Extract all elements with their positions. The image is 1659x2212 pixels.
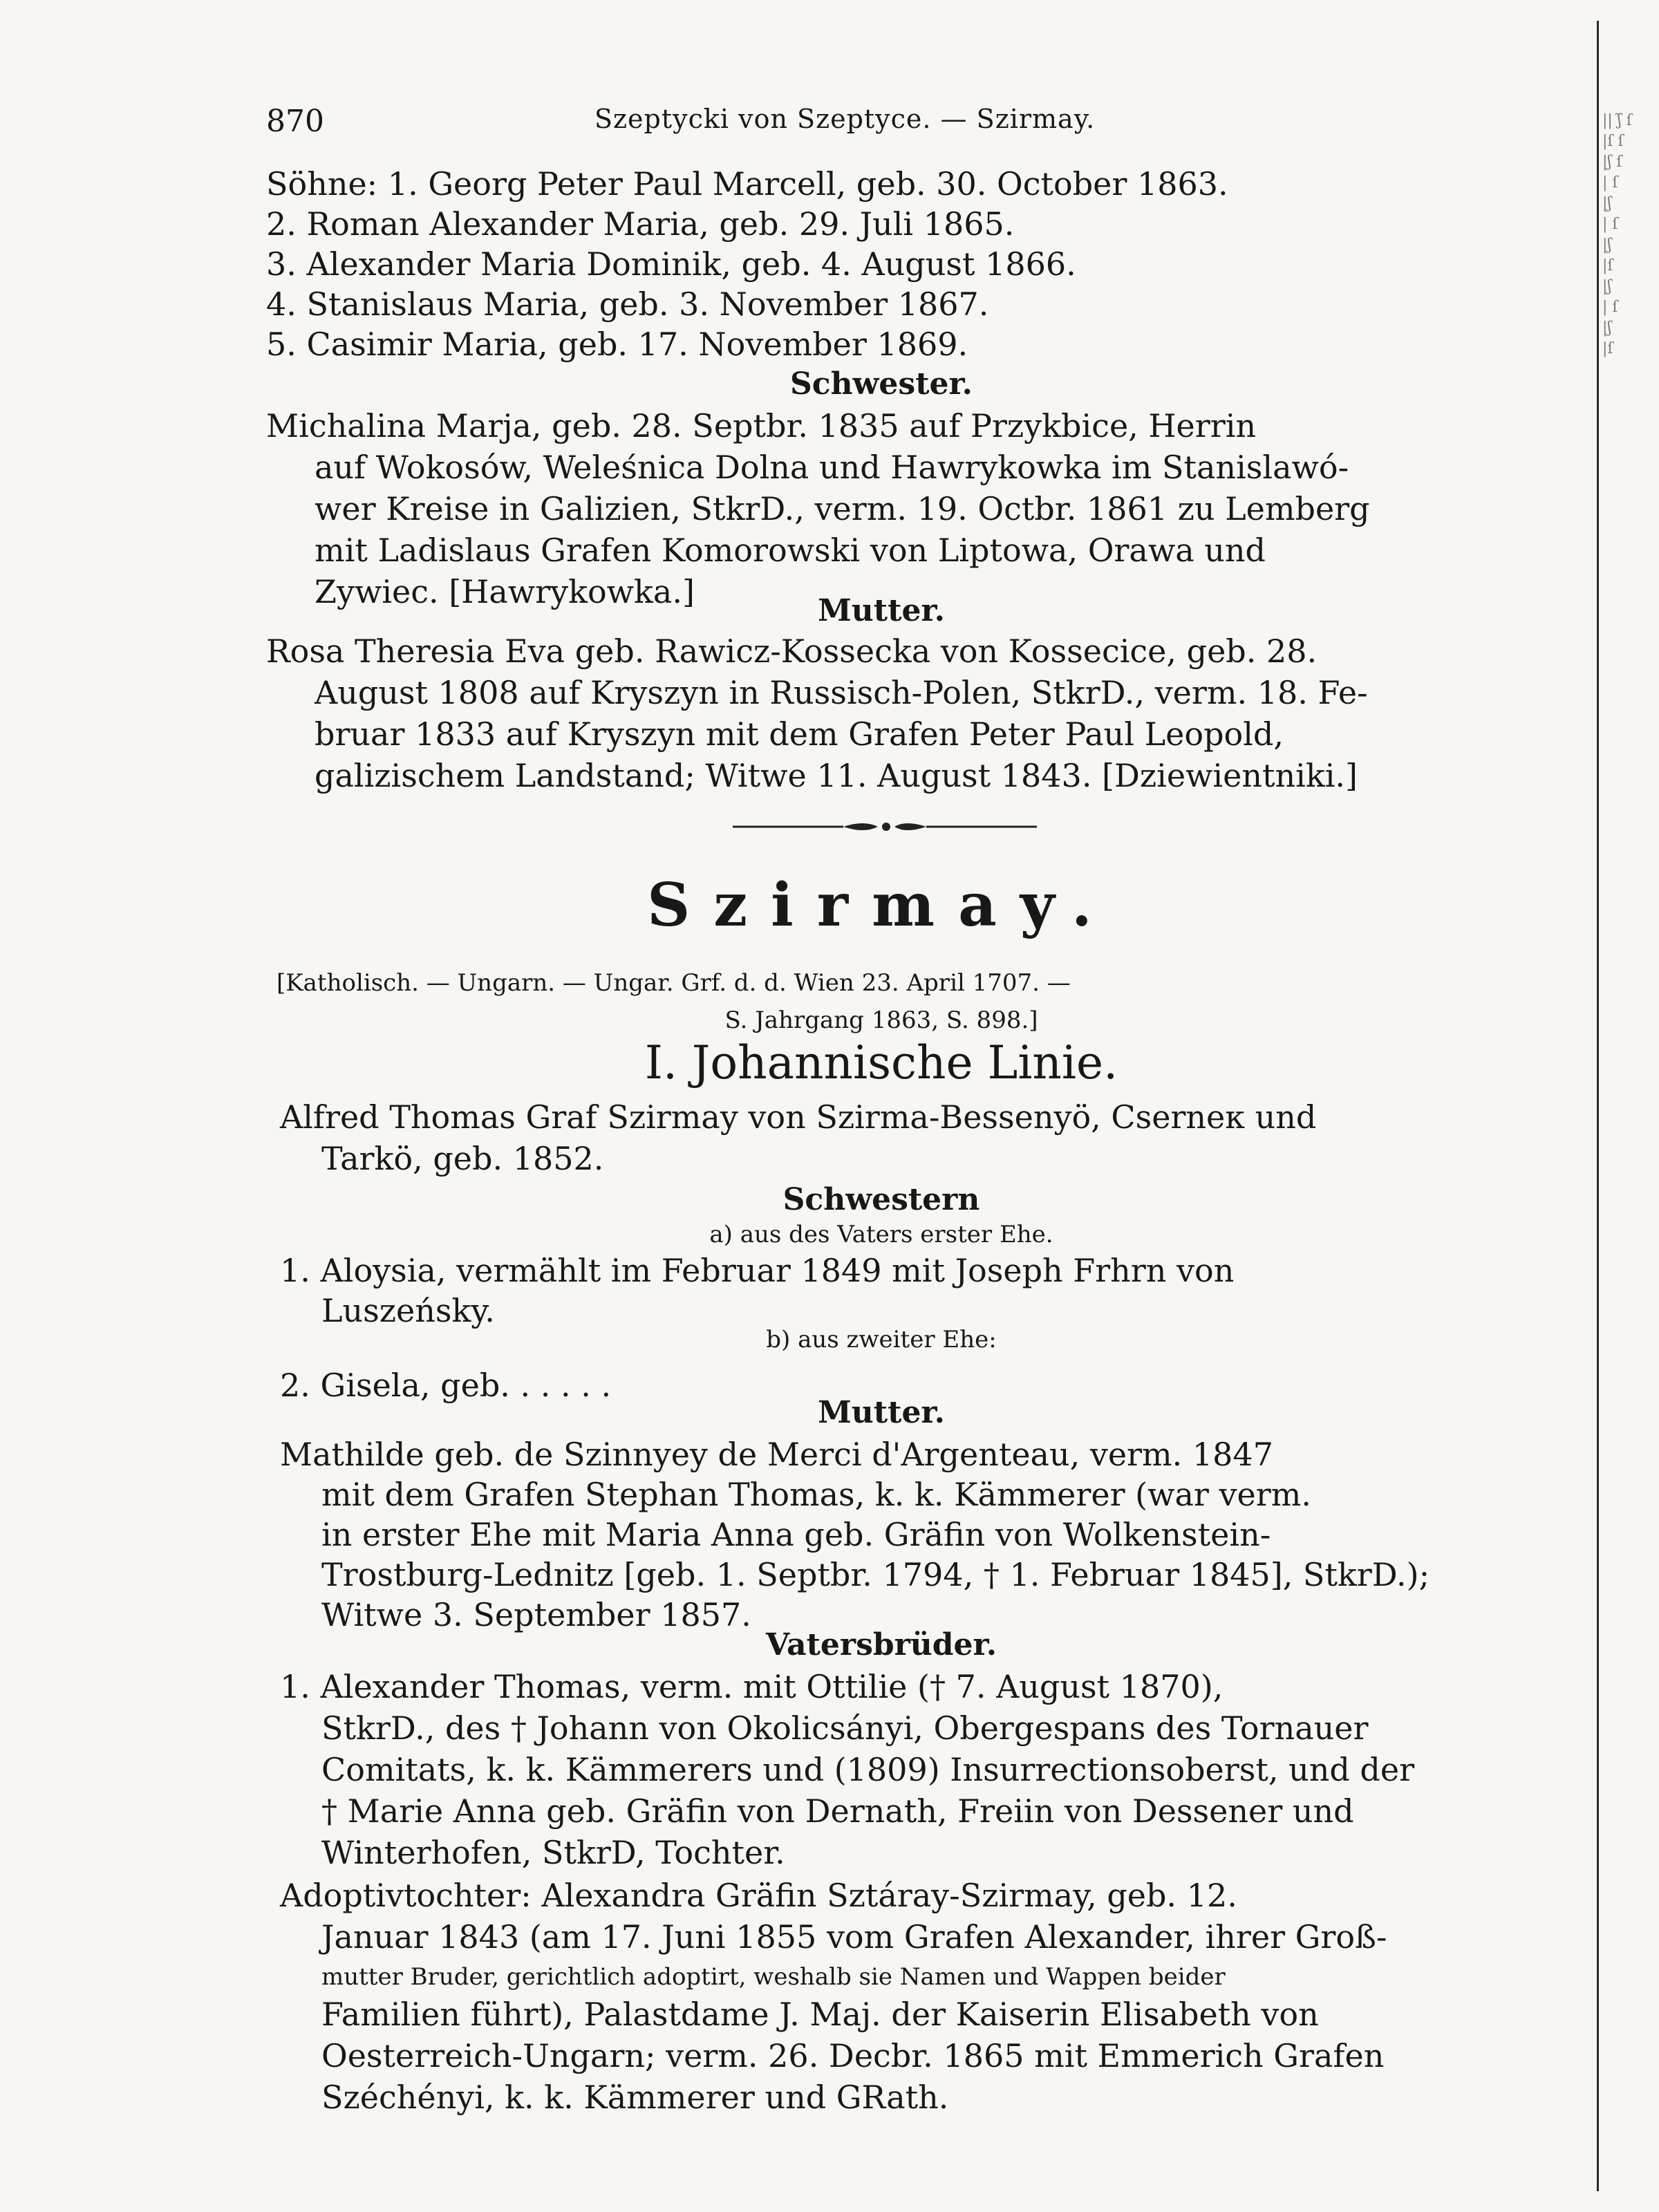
uncle-text-line: Winterhofen, StkrD, Tochter.	[321, 1834, 785, 1871]
intro-line: S. Jahrgang 1863, S. 898.]	[724, 1006, 1038, 1034]
sister-line: 1. Aloysia, vermählt im Februar 1849 mit Joseph Frhrn von	[280, 1252, 1235, 1289]
sister-text-line: Michalina Marja, geb. 28. Septbr. 1835 auf Przykbice, Herrin	[266, 407, 1257, 444]
mother-text-line: galizischem Landstand; Witwe 11. August 1843. [Dziewientniki.]	[315, 757, 1358, 794]
son-line: 4. Stanislaus Maria, geb. 3. November 1867.	[266, 285, 989, 323]
adoptive-daughter-line: Oesterreich-Ungarn; verm. 26. Decbr. 1865 mit Emmerich Grafen	[321, 2037, 1385, 2074]
uncle-text-line: 1. Alexander Thomas, verm. mit Ottilie († 7. August 1870),	[280, 1668, 1224, 1705]
adoptive-daughter-line: Adoptivtochter: Alexandra Gräfin Sztáray-Szirmay, geb. 12.	[280, 1877, 1237, 1914]
mother-text-line: Witwe 3. September 1857.	[321, 1596, 751, 1633]
mother-heading: Mutter.	[818, 593, 945, 628]
adoptive-daughter-line: Januar 1843 (am 17. Juni 1855 vom Grafen Alexander, ihrer Groß-	[321, 1918, 1387, 1956]
sister-line: Luszeńsky.	[321, 1292, 495, 1329]
mother-text-line: August 1808 auf Kryszyn in Russisch-Polen, StkrD., verm. 18. Fe-	[315, 674, 1368, 711]
line-heading: I. Johannische Linie.	[644, 1036, 1118, 1089]
mother-text-line: Mathilde geb. de Szinnyey de Merci d'Argenteau, verm. 1847	[280, 1436, 1273, 1473]
son-line: 3. Alexander Maria Dominik, geb. 4. August 1866.	[266, 245, 1076, 283]
page-number: 870	[266, 104, 324, 139]
head-text-line: Alfred Thomas Graf Szirmay von Szirma-Bessenyö, Cserneк und	[280, 1098, 1317, 1136]
adoptive-daughter-line: mutter Bruder, gerichtlich adoptirt, weshalb sie Namen und Wappen beider	[321, 1963, 1226, 1991]
uncle-text-line: StkrD., des † Johann von Okolicsányi, Obergespans des Tornauer	[321, 1709, 1369, 1747]
mother-text-line: mit dem Grafen Stephan Thomas, k. k. Kämmerer (war verm.	[321, 1476, 1311, 1513]
sister-text-line: Zywiec. [Hawrykowka.]	[315, 573, 695, 610]
section-divider-ornament	[733, 818, 1037, 835]
subheading-a: a) aus des Vaters erster Ehe.	[709, 1221, 1053, 1248]
mother-heading: Mutter.	[818, 1395, 945, 1430]
uncle-text-line: Comitats, k. k. Kämmerers und (1809) Insurrectionsoberst, und der	[321, 1751, 1415, 1788]
mother-text-line: bruar 1833 auf Kryszyn mit dem Grafen Peter Paul Leopold,	[315, 715, 1284, 753]
sister-heading: Schwester.	[790, 366, 973, 402]
uncles-heading: Vatersbrüder.	[765, 1627, 997, 1662]
subheading-b: b) aus zweiter Ehe:	[766, 1326, 997, 1353]
uncle-text-line: † Marie Anna geb. Gräfin von Dernath, Freiin von Dessener und	[321, 1792, 1354, 1830]
head-text-line: Tarkö, geb. 1852.	[321, 1140, 604, 1177]
adoptive-daughter-line: Széchényi, k. k. Kämmerer und GRath.	[321, 2079, 949, 2116]
mother-text-line: Trostburg-Lednitz [geb. 1. Septbr. 1794, † 1. Februar 1845], StkrD.);	[321, 1556, 1430, 1593]
intro-line: [Katholisch. — Ungarn. — Ungar. Grf. d. d. Wien 23. April 1707. —	[276, 969, 1071, 997]
mother-text-line: Rosa Theresia Eva geb. Rawicz-Kossecka von Kossecice, geb. 28.	[266, 632, 1318, 670]
adoptive-daughter-line: Familien führt), Palastdame J. Maj. der Kaiserin Elisabeth von	[321, 1996, 1319, 2033]
running-head: Szeptycki von Szeptyce. — Szirmay.	[594, 104, 1096, 134]
scan-edge	[1597, 21, 1599, 2191]
sister-line: 2. Gisela, geb. . . . . .	[280, 1367, 612, 1404]
sister-text-line: auf Wokosów, Weleśnica Dolna und Hawrykowka im Stanislawó-	[315, 449, 1349, 486]
mother-text-line: in erster Ehe mit Maria Anna geb. Gräfin von Wolkenstein-	[321, 1516, 1271, 1553]
family-title: Szirmay.	[647, 870, 1116, 940]
sisters-heading: Schwestern	[782, 1182, 980, 1217]
sister-text-line: mit Ladislaus Grafen Komorowski von Liptowa, Orawa und	[315, 532, 1266, 569]
sister-text-line: wer Kreise in Galizien, StkrD., verm. 19. Octbr. 1861 zu Lemberg	[315, 490, 1370, 527]
son-line: 5. Casimir Maria, geb. 17. November 1869.	[266, 326, 968, 363]
son-line: Söhne: 1. Georg Peter Paul Marcell, geb. 30. October 1863.	[266, 165, 1228, 203]
adjacent-page-bleed: || ʃ̃ ſ |ſ ſ |ʃ ſ | ſ |ʃ | ſ |ʃ |ſ |ʃ | ſ |ʃ |ſ	[1602, 112, 1632, 357]
son-line: 2. Roman Alexander Maria, geb. 29. Juli 1865.	[266, 205, 1015, 243]
